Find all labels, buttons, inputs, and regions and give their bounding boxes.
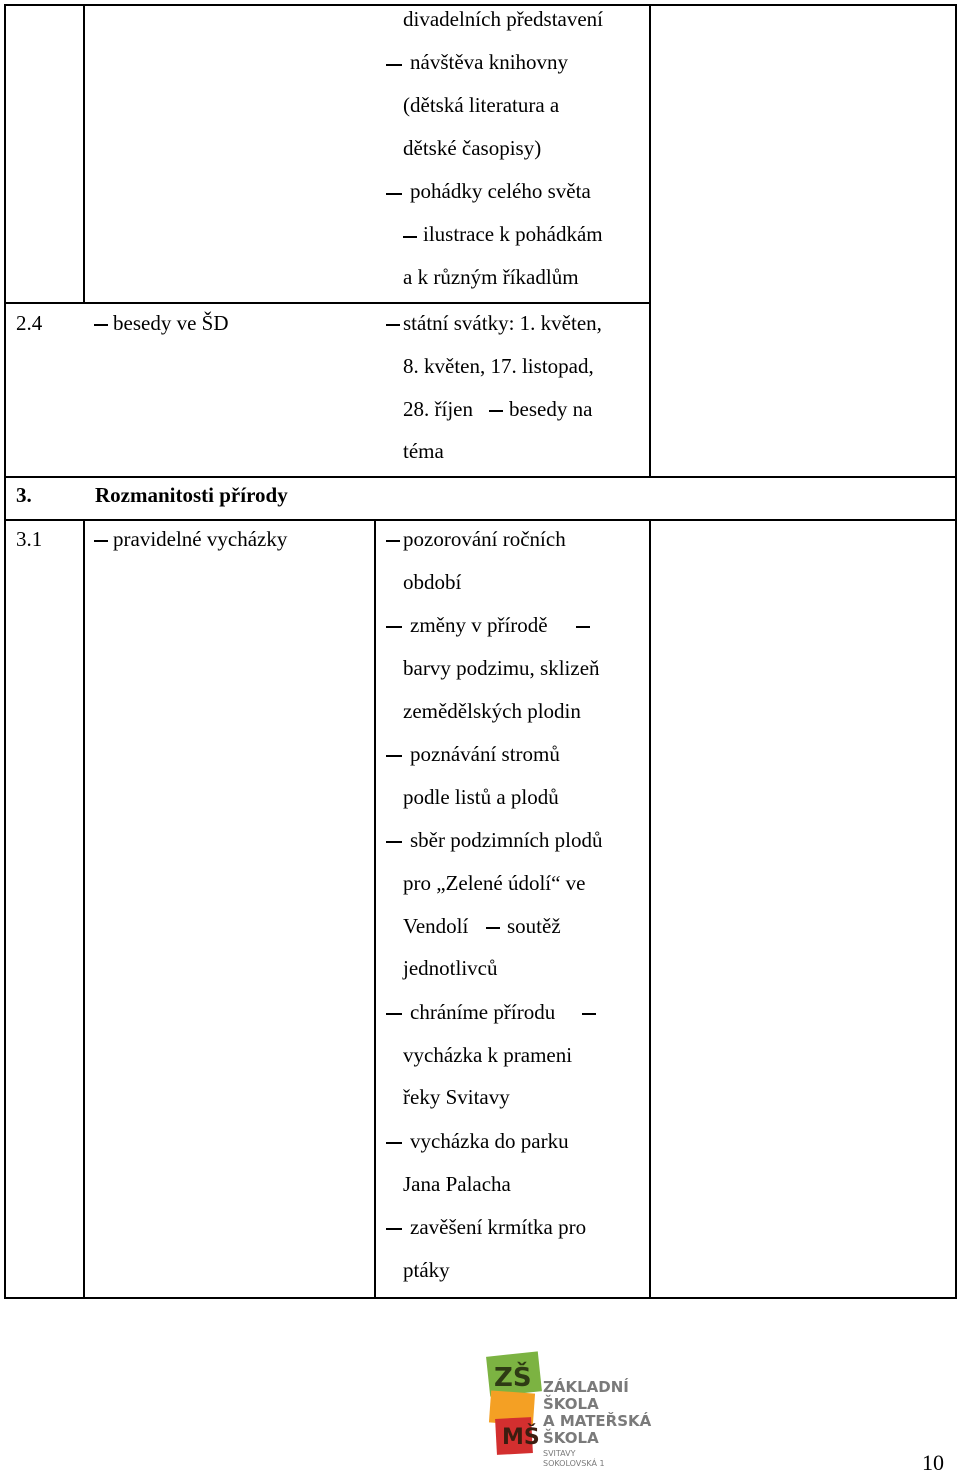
table-row-divider-24: [4, 302, 651, 304]
cell-text: státní svátky: 1. květen,: [403, 311, 602, 335]
cell-text: sběr podzimních plodů: [410, 828, 603, 852]
bullet-dash: [582, 1013, 596, 1015]
bullet-dash: [386, 324, 400, 326]
bullet-dash: [403, 236, 417, 238]
bullet-dash: [386, 1228, 402, 1230]
section-title: Rozmanitosti přírody: [95, 483, 288, 507]
cell-text: ilustrace k pohádkám: [423, 222, 603, 246]
bullet-dash: [486, 927, 500, 929]
table-border-top: [4, 4, 957, 6]
logo-small-line: SOKOLOVSKÁ 1: [543, 1459, 605, 1468]
table-row-divider-31: [4, 519, 957, 521]
cell-text: řeky Svitavy: [403, 1085, 510, 1109]
cell-text: zavěšení krmítka pro: [410, 1215, 587, 1239]
cell-text: podle listů a plodů: [403, 785, 559, 809]
row-number: 3.1: [16, 527, 43, 551]
logo-line: ŠKOLA: [543, 1429, 599, 1447]
bullet-dash: [386, 1013, 402, 1015]
bullet-dash: [489, 410, 503, 412]
table-border-left: [4, 4, 6, 1299]
bullet-dash: [386, 64, 402, 66]
logo-line: ŠKOLA: [543, 1395, 599, 1413]
bullet-dash: [386, 755, 402, 757]
table-col2-divider: [374, 519, 376, 1299]
bullet-dash: [386, 626, 402, 628]
cell-text: 8. květen, 17. listopad,: [403, 354, 594, 378]
page-number: 10: [922, 1450, 944, 1475]
table-col3-divider: [649, 4, 651, 478]
cell-text: období: [403, 570, 462, 594]
cell-text: pozorování ročních: [403, 527, 566, 551]
bullet-dash: [576, 626, 590, 628]
logo-line: ZÁKLADNÍ: [543, 1378, 629, 1396]
cell-text: pro „Zelené údolí“ ve: [403, 871, 586, 895]
bullet-dash: [386, 193, 402, 195]
cell-text: barvy podzimu, sklizeň: [403, 656, 600, 680]
table-col1-divider: [83, 4, 85, 302]
section-number: 3.: [16, 483, 32, 507]
cell-text: besedy na: [509, 397, 593, 421]
bullet-dash: [386, 540, 400, 542]
cell-text: divadelních představení: [403, 7, 604, 31]
table-border-right: [955, 4, 957, 1299]
cell-text: vycházka k prameni: [403, 1043, 573, 1067]
table-col1-divider-lower: [83, 519, 85, 1299]
cell-text: a k různým říkadlům: [403, 265, 579, 289]
logo-letters: ZŠ: [494, 1363, 532, 1393]
cell-text: vycházka do parku: [410, 1129, 569, 1153]
cell-text: (dětská literatura a: [403, 93, 560, 117]
cell-text: jednotlivců: [403, 956, 498, 980]
bullet-dash: [386, 1142, 402, 1144]
bullet-dash: [94, 324, 108, 326]
cell-text: 28. říjen: [403, 397, 473, 421]
cell-text: chráníme přírodu: [410, 1000, 556, 1024]
activity-text: besedy ve ŠD: [113, 311, 229, 335]
table-border-bottom: [4, 1297, 957, 1299]
activity-text: pravidelné vycházky: [113, 527, 288, 551]
cell-text: téma: [403, 439, 444, 463]
logo-small-line: SVITAVY: [543, 1449, 576, 1458]
cell-text: dětské časopisy): [403, 136, 542, 160]
cell-text: ptáky: [403, 1258, 450, 1282]
table-col3-divider-lower: [649, 519, 651, 1299]
cell-text: soutěž: [507, 914, 561, 938]
logo-line: A MATEŘSKÁ: [543, 1412, 652, 1430]
bullet-dash: [386, 841, 402, 843]
cell-text: Vendolí: [403, 914, 469, 938]
logo-letters-ms: MŠ: [502, 1425, 540, 1450]
table-row-divider-3: [4, 476, 957, 478]
cell-text: Jana Palacha: [403, 1172, 511, 1196]
cell-text: zemědělských plodin: [403, 699, 581, 723]
cell-text: návštěva knihovny: [410, 50, 569, 74]
cell-text: poznávání stromů: [410, 742, 560, 766]
bullet-dash: [94, 540, 108, 542]
cell-text: změny v přírodě: [410, 613, 548, 637]
cell-text: pohádky celého světa: [410, 179, 591, 203]
row-number: 2.4: [16, 311, 43, 335]
